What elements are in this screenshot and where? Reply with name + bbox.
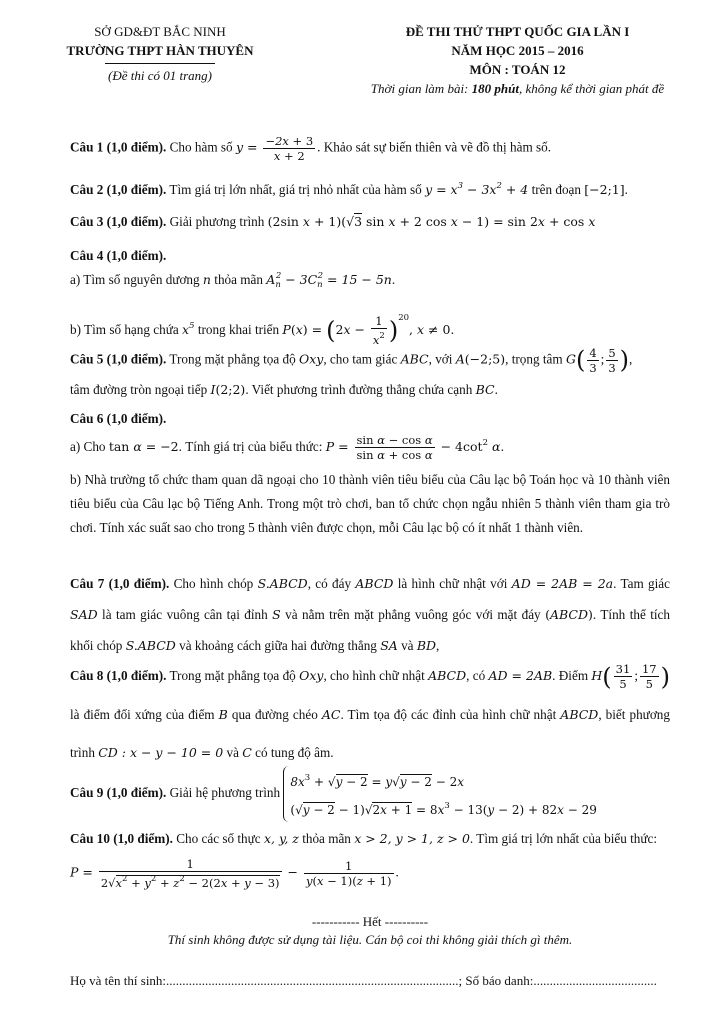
- question-text: a) Cho: [70, 439, 106, 454]
- question-text: . Tam giác: [613, 576, 670, 591]
- question-text: và khoảng cách giữa hai đường thẳng: [179, 638, 377, 653]
- question-text: thỏa mãn: [214, 272, 263, 287]
- fraction: $\frac{4}{3}$: [589, 346, 597, 375]
- question-label: Câu 4 (1,0 điểm).: [70, 248, 167, 263]
- question-text: Cho các số thực: [176, 831, 261, 846]
- exam-instructions: Thí sinh không được sử dụng tài liệu. Cán bộ coi thi không giải thích gì thêm.: [167, 932, 573, 947]
- question-text: và nằm trên mặt phẳng vuông góc với mặt đáy: [285, 607, 541, 622]
- time-limit: [330, 79, 705, 98]
- question-label: Câu 8 (1,0 điểm).: [70, 668, 167, 683]
- question-text: . Tính giá trị của biểu thức:: [178, 439, 323, 454]
- question-text: Giải hệ phương trình: [169, 785, 281, 801]
- fraction: $\frac{1}{x^2}$: [372, 314, 385, 348]
- fraction: $\frac{\text{sin α − cos α}}{\text{sin α + cos α}}$: [356, 433, 433, 463]
- question-6: Câu 6 (1,0 điểm). a) Cho tan α = −2. Tính giá trị của biểu thức: P = $\frac{\text{sin α − cos α}}{\text{sin α + cos α}}$ − $4\cot^2$ α. b) Nhà trường tổ chức tham quan dã ngoại cho 10 thành viên tiêu biểu của Câu lạc bộ Toán học và 10 thành viên tiêu biểu của Câu lạc bộ Tiếng Anh. Trong một trò chơi, ban tổ chức chọn ngẫu nhiên 5 thành viên tham gia trò chơi. Tính xác suất sao cho trong 5 thành viên được chọn, mỗi Câu lạc bộ có ít nhất 1 thành viên.: [70, 408, 670, 540]
- question-text: là hình chữ nhật với: [397, 576, 508, 591]
- question-text: , cho tam giác: [323, 351, 398, 367]
- candidate-number-label: Số báo danh:: [465, 973, 534, 988]
- page-count-note: (Đề thi có 01 trang): [108, 68, 212, 83]
- question-text: Cho hình chóp: [173, 576, 254, 591]
- question-5: Câu 5 (1,0 điểm). Trong mặt phẳng tọa độ Oxy, cho tam giác ABC, với A(−2;5), trọng tâm G( $\frac{4}{3}$ ; $\frac{5}{3}$ ), tâm đường tròn ngoại tiếp I(2;2). Viết phương trình đường thẳng chứa cạnh BC.: [70, 346, 633, 397]
- question-text: a) Tìm số nguyên dương: [70, 272, 200, 287]
- question-3: Câu 3 (1,0 điểm). Giải phương trình (2sin x + 1)(√3 sin x + 2 cos x − 1) = sin 2x + cos x: [70, 214, 596, 229]
- question-7: Câu 7 (1,0 điểm). Cho hình chóp S.ABCD, có đáy ABCD là hình chữ nhật với AD = 2AB = 2a. Tam giác SAD là tam giác vuông cân tại đỉnh S và nằm trên mặt phẳng vuông góc với mặt đáy (ABCD). Tính thể tích khối chóp S.ABCD và khoảng cách giữa hai đường thẳng SA và BD,: [70, 576, 671, 653]
- question-text: , trọng tâm: [505, 351, 563, 367]
- question-text: Tìm giá trị lớn nhất, giá trị nhỏ nhất của hàm số: [169, 182, 422, 197]
- header-right: [330, 22, 705, 98]
- fraction: $\frac{5}{3}$: [608, 346, 616, 375]
- question-text: tâm đường tròn ngoại tiếp: [70, 382, 208, 397]
- question-label: Câu 5 (1,0 điểm).: [70, 351, 167, 367]
- question-text: trên đoạn: [531, 182, 581, 197]
- question-text: Cho hàm số: [169, 139, 233, 155]
- question-text: Trong mặt phẳng tọa độ: [169, 351, 296, 367]
- question-text: , có: [466, 668, 486, 683]
- question-text: , cho hình chữ nhật: [323, 668, 425, 683]
- fraction: $\frac{-2x + 3}{x + 2}$: [265, 134, 314, 163]
- question-text: , biết phương trình: [70, 706, 670, 760]
- question-2: Câu 2 (1,0 điểm). Tìm giá trị lớn nhất, giá trị nhỏ nhất của hàm số $y = x^3 - 3x^2 + 4$ trên đoạn [−2;1].: [70, 181, 628, 197]
- exam-ending: [70, 913, 670, 949]
- time-value: 180 phút: [471, 81, 519, 96]
- subject: MÔN : TOÁN 12: [469, 62, 566, 77]
- question-4: Câu 4 (1,0 điểm). a) Tìm số nguyên dương n thỏa mãn $A_n^2 - 3C_n^2 = 15 - 5n$. b) Tìm số hạng chứa $x^5$ trong khai triển P(x) = (2x − $\frac{1}{x^2}$ )$^{20}$, x ≠ 0.: [70, 248, 455, 348]
- fraction: $\frac{1}{y(x - 1)(z + 1)}$: [305, 859, 392, 888]
- fraction: $\frac{1}{2√x^2 + y^2 + z^2 - 2(2x + y - 3)}$: [100, 857, 280, 890]
- question-text: . Tính thể tích khối chóp: [70, 607, 671, 653]
- time-suffix: , không kể thời gian phát đề: [518, 81, 665, 96]
- question-text: .: [624, 182, 628, 197]
- fraction: $\frac{31}{5}$: [615, 662, 631, 692]
- question-text: Giải phương trình: [169, 214, 265, 229]
- question-label: Câu 10 (1,0 điểm).: [70, 831, 173, 846]
- question-label: Câu 2 (1,0 điểm).: [70, 182, 167, 197]
- question-label: Câu 7 (1,0 điểm).: [70, 576, 170, 591]
- question-label: Câu 9 (1,0 điểm).: [70, 785, 167, 801]
- candidate-info: [70, 972, 670, 990]
- question-text: và: [226, 744, 239, 760]
- question-label: Câu 6 (1,0 điểm).: [70, 411, 167, 426]
- question-label: Câu 1 (1,0 điểm).: [70, 139, 167, 155]
- question-1: Câu 1 (1,0 điểm). Cho hàm số y = $\frac{-2x + 3}{x + 2}$ . Khảo sát sự biến thiên và vẽ đồ thị hàm số.: [70, 134, 552, 163]
- header-divider: [105, 63, 215, 64]
- header-left: [40, 22, 280, 85]
- time-prefix: Thời gian làm bài:: [370, 81, 472, 96]
- question-text: Trong mặt phẳng tọa độ: [169, 668, 296, 683]
- question-text: và: [401, 638, 414, 653]
- question-8: Câu 8 (1,0 điểm). Trong mặt phẳng tọa độ Oxy, cho hình chữ nhật ABCD, có AD = 2AB. Điểm H( $\frac{31}{5}$ ; $\frac{17}{5}$ ) là điểm đối xứng của điểm B qua đường chéo AC. Tìm tọa độ các đỉnh của hình chữ nhật ABCD, biết phương trình CD : x − y − 10 = 0 và C có tung độ âm.: [70, 662, 670, 760]
- department-name: SỞ GD&ĐT BẮC NINH: [94, 24, 226, 39]
- question-10: Câu 10 (1,0 điểm). Cho các số thực x, y, z thỏa mãn x > 2, y > 1, z > 0. Tìm giá trị lớn nhất của biểu thức: P = $\frac{1}{2√x^2 + y^2 + z^2 - 2(2x + y - 3)}$ − $\frac{1}{y(x - 1)(z + 1)}$ .: [70, 831, 658, 890]
- question-text: là điểm đối xứng của điểm: [70, 706, 215, 722]
- question-text: . Điểm: [552, 668, 589, 683]
- question-text: . Khảo sát sự biến thiên và vẽ đồ thị hàm số.: [317, 139, 552, 155]
- question-text: . Tìm tọa độ các đỉnh của hình chữ nhật: [340, 706, 557, 722]
- question-text: là tam giác vuông cân tại đỉnh: [102, 607, 268, 622]
- name-field[interactable]: ..........................................................................................: [166, 973, 459, 988]
- field-separator: ;: [458, 973, 466, 988]
- question-6b: b) Nhà trường tổ chức tham quan dã ngoại cho 10 thành viên tiêu biểu của Câu lạc bộ Toán học và 10 thành viên tiêu biểu của Câu lạc bộ Tiếng Anh. Trong một trò chơi, ban tổ chức chọn ngẫu nhiên 5 thành viên tham gia trò chơi. Tính xác suất sao cho trong 5 thành viên được chọn, mỗi Câu lạc bộ có ít nhất 1 thành viên.: [70, 472, 670, 536]
- candidate-number-field[interactable]: ......................................: [533, 973, 657, 988]
- question-text: . Viết phương trình đường thẳng chứa cạnh: [245, 382, 473, 397]
- equation-system: $8x^3 + √y - 2 = y√y - 2 - 2x$ $(√y - 2 - 1)√2x + 1 = 8x^3 - 13(y - 2) + 82x - 29$: [283, 766, 596, 822]
- name-label: Họ và tên thí sinh:: [70, 973, 167, 988]
- question-text: b) Tìm số hạng chứa: [70, 322, 179, 337]
- question-text: , có đáy: [307, 576, 352, 591]
- school-year: NĂM HỌC 2015 – 2016: [451, 43, 584, 58]
- question-label: Câu 3 (1,0 điểm).: [70, 214, 167, 229]
- question-text: có tung độ âm.: [255, 744, 334, 760]
- exam-title: ĐỀ THI THỬ THPT QUỐC GIA LẦN I: [405, 24, 630, 39]
- question-text: trong khai triển: [197, 322, 280, 337]
- school-name: TRƯỜNG THPT HÀN THUYÊN: [66, 43, 254, 58]
- question-9: [70, 766, 670, 822]
- end-marker: ----------- Hết ----------: [311, 914, 429, 929]
- question-text: , với: [428, 351, 453, 367]
- fraction: $\frac{17}{5}$: [641, 662, 657, 692]
- question-text: thỏa mãn: [302, 831, 351, 846]
- question-text: . Tìm giá trị lớn nhất của biểu thức:: [469, 831, 658, 846]
- question-text: qua đường chéo: [231, 706, 318, 722]
